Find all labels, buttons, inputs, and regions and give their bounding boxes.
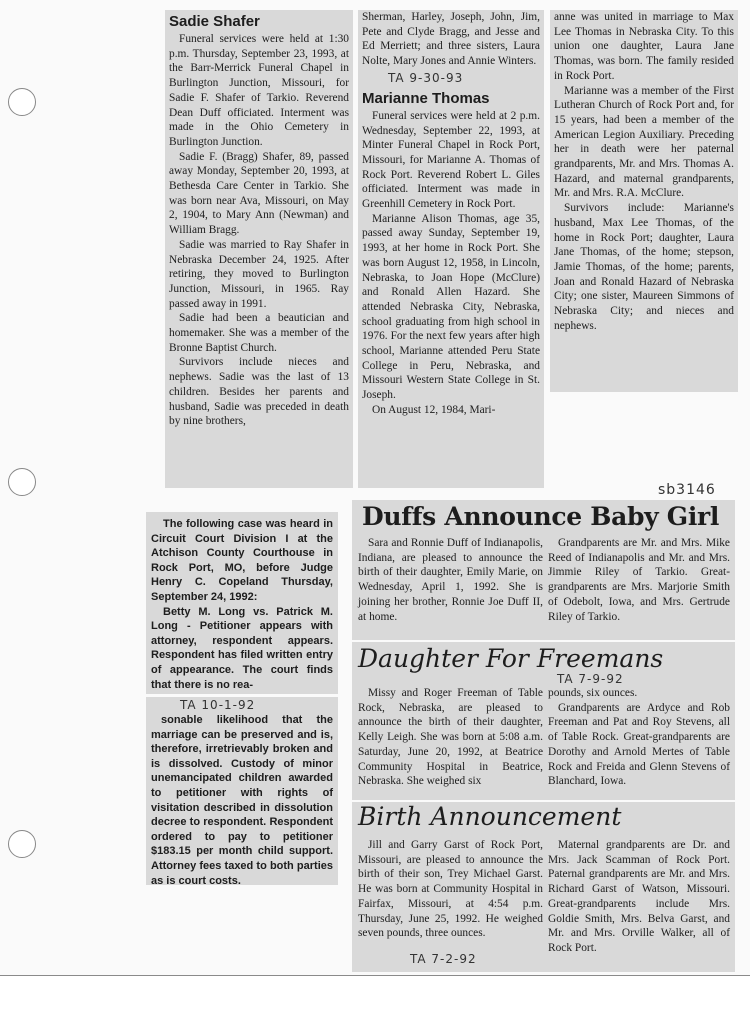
birth-paragraph: Jill and Garry Garst of Rock Port, Missouri, are pleased to announce the birth of their son, Trey Michael Garst. He was born at Community Hospital in Fairfax, Missouri, at 4:54 p.m. Thursday, June 25, 1992. He weighed seven pounds, three ounces. [358,839,543,940]
court-case-continued [146,697,338,885]
binder-hole [8,830,36,858]
freemans-paragraph: Missy and Roger Freeman of Table Rock, Nebraska, are pleased to announce the birth of their daughter, Kelly Leigh. She was born at 5:08 a.m. Saturday, June 20, 1992, at Beatrice Community Hospital in Beatrice, Nebraska. She weighed six [358,687,543,788]
sadie-paragraph: Sadie was married to Ray Shafer in Nebraska December 24, 1925. After retiring, they moved to Burlington Junction, Missouri, in 1965. Ray passed away in 1991. [169,238,349,310]
sadie-paragraph: Sadie had been a beautician and homemaker. She was a member of the Bronne Baptist Church. [169,312,349,354]
sadie-paragraph: Sadie F. (Bragg) Shafer, 89, passed away Monday, September 20, 1993, at Bethesda Care Center in Tarkio. She was born near Ava, Missouri, on May 2, 1904, to Mary Ann (Newman) and William Bragg. [169,150,349,237]
binder-hole [8,468,36,496]
court-paragraph: The following case was heard in Circuit Court Division I at the Atchison County Courthouse in Rock Port, MO, before Judge Henry C. Copeland Thursday, September 24, 1992: [151,518,333,603]
sadie-paragraph: Survivors include nieces and nephews. Sadie was the last of 13 children. Besides her parents and husband, Sadie was preceded in death by nine brothers, [169,356,349,428]
marianne-paragraph: On August 12, 1984, Mari- [372,403,496,416]
freemans-paragraph: pounds, six ounces. [548,687,638,699]
sadie-heading: Sadie Shafer [169,13,260,30]
freemans-birth-announcement [352,642,735,800]
marianne-paragraph: Marianne was a member of the First Lutheran Church of Rock Port and, for 15 years, had been a member of the American Legion Auxiliary. Preceding her in death were her paternal grandparents, Mr. and Mrs. Thomas A. Hazard, and maternal grandparents, Mr. and Mrs. R.A. McClure. [554,84,734,200]
court-paragraph: Betty M. Long vs. Patrick M. Long - Petitioner appears with attorney, respondent appears. Respondent has filed written entry of appearance. The court finds that there is no rea- [151,605,333,691]
marianne-thomas-continued [550,10,738,392]
marianne-thomas-obituary [358,10,544,488]
marianne-paragraph: anne was united in marriage to Max Lee Thomas in Nebraska City. To this union one daughter, Laura Jane Thomas, was born. The family resided in Rock Port. [554,11,734,82]
freemans-title: Daughter For Freemans [358,644,664,673]
birth-paragraph: Maternal grandparents are Dr. and Mrs. Jack Scamman of Rock Port. Paternal grandparents are Mr. and Mrs. Richard Garst of Watson, Missouri. Great-grandparents include Mrs. Goldie Smith, Mrs. Belva Garst, and Mr. and Mrs. Orville Walker, all of Rock Port. [548,839,730,954]
marianne-paragraph: Survivors include: Marianne's husband, Max Lee Thomas, of the home in Rock Port; daughter, Laura Jane Thomas, of the home; stepson, Jamie Thomas, of the home; parents, Joan and Ronald Hazard of Nebraska City; one sister, Maureen Simmons of Nebraska City; and nieces and nephews. [554,202,734,332]
birth-title: Birth Announcement [358,802,622,831]
marianne-paragraph: Funeral services were held at 2 p.m. Wednesday, September 22, 1993, at Minter Funeral Chapel in Rock Port, Missouri, for Marianne A. Thomas of Rock Port. Reverend Robert L. Giles officiated. Interment was made in Greenhill Cemetery in Rock Port. [362,109,540,211]
sadie-paragraph: Funeral services were held at 1:30 p.m. Thursday, September 23, 1993, at the Barr-Merrick Funeral Chapel in Burlington Junction, Missouri, for Sadie F. Shafer of Tarkio. Reverend Dean Duff officiated. Interment was made in the Ohio Cemetery in Burlington Junction. [169,33,349,148]
handwritten-date: TA 7-9-92 [557,672,624,686]
court-paragraph: sonable likelihood that the marriage can be preserved and is, therefore, irretrievably broken and is dissolved. Custody of minor unemancipated children awarded to petitioner with rights of visitation described in dissolution decree to respondent. Respondent ordered to pay to petitioner $183.15 per month child support. Attorney fees taxed to both parties as is court costs. [151,714,333,885]
duffs-birth-announcement [352,500,735,640]
handwritten-date: TA 9-30-93 [388,70,464,85]
duffs-paragraph: Sara and Ronnie Duff of Indianapolis, Indiana, are pleased to announce the birth of their daughter, Emily Marie, on Wednesday, April 1, 1992. She is joining her brother, Ronnie Joe Duff II, at home. [358,537,543,623]
marianne-paragraph: Marianne Alison Thomas, age 35, passed away Sunday, September 19, 1993, at her home in Rock Port. She was born August 12, 1958, in Lincoln, Nebraska, to Joan Hope (McClure) and Ronald Allen Hazard. She attended Nebraska City, Nebraska, school graduating from high school in 1976. For the next few years after high school, Marianne attended Peru State College in Peru, Nebraska, and Missouri Western State College in St. Joseph. [362,212,540,402]
duffs-paragraph: Grandparents are Mr. and Mrs. Mike Reed of Indianapolis and Mr. and Mrs. Jimmie Riley of Tarkio. Great-grandparents are Mrs. Marjorie Smith of Odebolt, Iowa, and Mrs. Gertrude Riley of Tarkio. [548,537,730,623]
court-case-clipping [146,512,338,694]
binder-hole [8,88,36,116]
sadie-continued: Sherman, Harley, Joseph, John, Jim, Pete and Clyde Bragg, and Jesse and Ed Merriett; and three sisters, Laura Nolte, Mary Jones and Annie Winters. [362,11,540,68]
garst-birth-announcement [352,802,735,972]
freemans-paragraph: Grandparents are Ardyce and Rob Freeman and Pat and Roy Stevens, all of Table Rock. Great-grandparents are Dorothy and Arnold Mertes of Table Rock and Freida and Glenn Stevens of Blanchard, Iowa. [548,701,730,788]
handwritten-date: TA 7-2-92 [410,952,477,966]
duffs-title: Duffs Announce Baby Girl [362,502,720,531]
page-code: sb3146 [658,482,716,498]
marianne-heading: Marianne Thomas [362,89,490,107]
handwritten-date: TA 10-1-92 [180,698,256,712]
sadie-shafer-obituary [165,10,353,488]
